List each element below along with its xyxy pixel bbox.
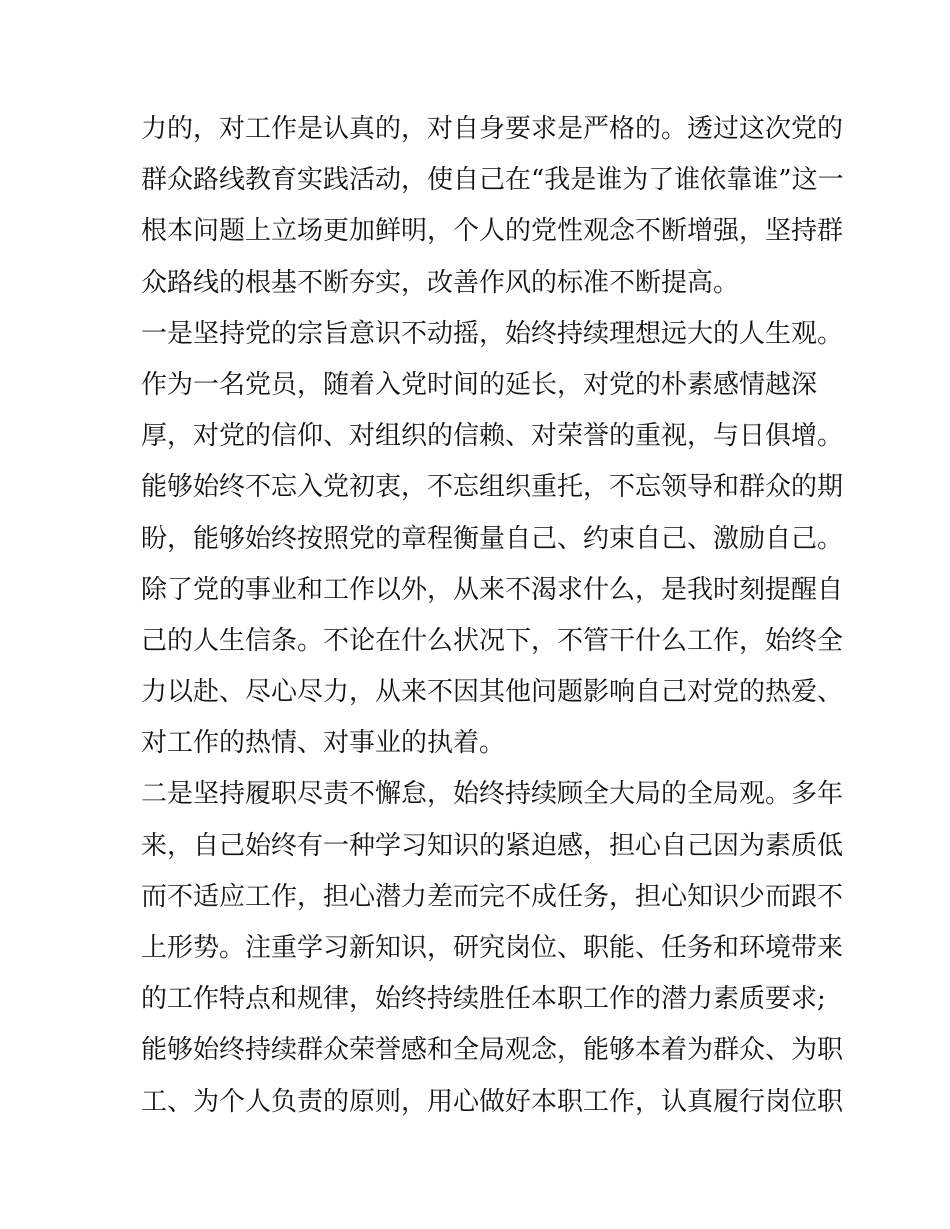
text-line: 众路线的根基不断夯实，改善作风的标准不断提高。 (141, 267, 740, 298)
text-line: 己的人生信条。不论在什么状况下，不管干什么工作，始终全 (141, 625, 844, 656)
text-line: 力的，对工作是认真的，对自身要求是严格的。透过这次党的 (141, 114, 844, 144)
text-line: 对工作的热情、对事业的执着。 (141, 728, 506, 759)
text-line: 作为一名党员，随着入党时间的延长，对党的朴素感情越深 (141, 369, 818, 400)
text-line: 根本问题上立场更加鲜明，个人的党性观念不断增强，坚持群 (141, 216, 844, 247)
text-line: 工、为个人负责的原则，用心做好本职工作，认真履行岗位职 (141, 1086, 844, 1117)
text-line: 能够始终持续群众荣誉感和全局观念，能够本着为群众、为职 (141, 1035, 844, 1066)
text-line: 能够始终不忘入党初衷，不忘组织重托，不忘领导和群众的期 (141, 472, 844, 503)
text-line: 而不适应工作，担心潜力差而完不成任务，担心知识少而跟不 (141, 881, 844, 912)
text-line: 上形势。注重学习新知识，研究岗位、职能、任务和环境带来 (141, 933, 844, 963)
body-text (141, 104, 844, 1128)
text-line: 来，自己始终有一种学习知识的紧迫感，担心自己因为素质低 (141, 830, 844, 861)
text-line: 一是坚持党的宗旨意识不动摇，始终持续理想远大的人生观。 (141, 318, 844, 349)
text-line: 除了党的事业和工作以外，从来不渴求什么，是我时刻提醒自 (141, 574, 844, 605)
text-line: 二是坚持履职尽责不懈怠，始终持续顾全大局的全局观。多年 (141, 779, 844, 810)
text-line: 厚，对党的信仰、对组织的信赖、对荣誉的重视，与日俱增。 (141, 421, 844, 452)
text-line: 盼，能够始终按照党的章程衡量自己、约束自己、激励自己。 (141, 523, 844, 554)
text-line: 力以赴、尽心尽力，从来不因其他问题影响自己对党的热爱、 (141, 677, 844, 708)
text-line: 群众路线教育实践活动，使自己在“我是谁为了谁依靠谁”这一 (141, 165, 844, 196)
text-line: 的工作特点和规律，始终持续胜任本职工作的潜力素质要求; (141, 984, 826, 1015)
